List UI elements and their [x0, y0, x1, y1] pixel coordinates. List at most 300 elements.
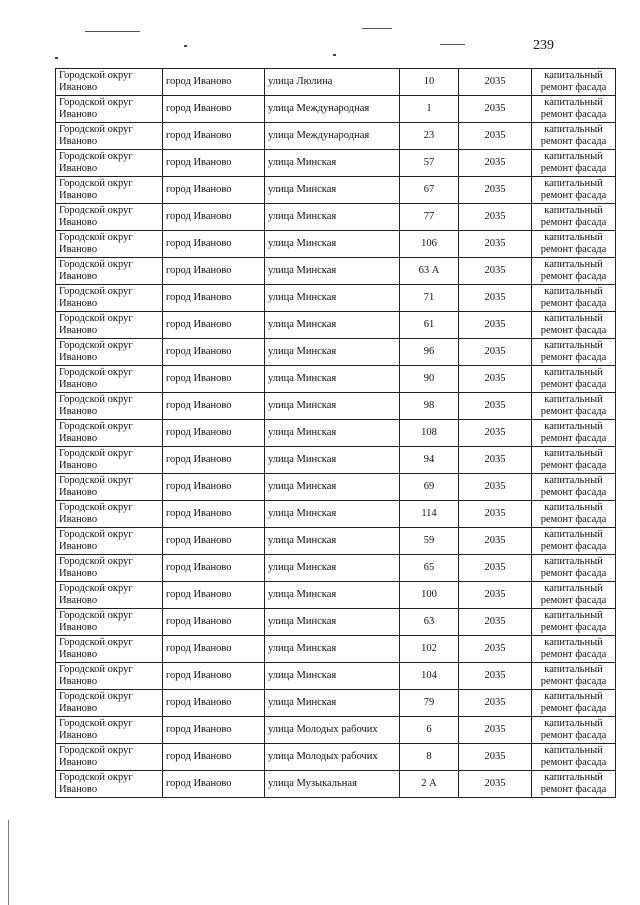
cell-work-type-line-1: капитальный [544, 448, 603, 459]
cell-house-number: 114 [400, 501, 459, 528]
cell-work-type-line-1: капитальный [544, 367, 603, 378]
cell-work-type-line-1: капитальный [544, 556, 603, 567]
cell-house-number: 61 [400, 312, 459, 339]
scan-line [362, 28, 392, 29]
cell-okrug-line-1: Городской округ [59, 178, 133, 189]
cell-house-number: 94 [400, 447, 459, 474]
cell-street: улица Международная [265, 123, 400, 150]
cell-work-type-line-1: капитальный [544, 637, 603, 648]
cell-work-type [532, 771, 616, 798]
cell-work-type-line-1: капитальный [544, 259, 603, 270]
cell-street: улица Минская [265, 528, 400, 555]
cell-okrug-line-2: Иваново [59, 136, 98, 147]
cell-work-type [532, 636, 616, 663]
cell-work-type-line-1: капитальный [544, 124, 603, 135]
cell-okrug-line-2: Иваново [59, 109, 98, 120]
cell-work-type [532, 501, 616, 528]
cell-work-type [532, 420, 616, 447]
page-number: 239 [533, 38, 554, 53]
cell-work-type-line-1: капитальный [544, 529, 603, 540]
cell-okrug-line-2: Иваново [59, 352, 98, 363]
cell-city: город Иваново [163, 177, 265, 204]
cell-house-number: 57 [400, 150, 459, 177]
cell-okrug-line-2: Иваново [59, 595, 98, 606]
cell-okrug-line-2: Иваново [59, 784, 98, 795]
cell-year: 2035 [459, 555, 532, 582]
cell-work-type-line-2: ремонт фасада [540, 244, 607, 255]
cell-house-number: 102 [400, 636, 459, 663]
cell-year: 2035 [459, 69, 532, 96]
cell-okrug-line-2: Иваново [59, 163, 98, 174]
cell-street: улица Минская [265, 447, 400, 474]
cell-work-type-line-1: капитальный [544, 286, 603, 297]
cell-city: город Иваново [163, 420, 265, 447]
cell-okrug-line-2: Иваново [59, 622, 98, 633]
cell-okrug-line-1: Городской округ [59, 637, 133, 648]
cell-okrug [56, 312, 163, 339]
cell-city: город Иваново [163, 204, 265, 231]
cell-okrug-line-2: Иваново [59, 217, 98, 228]
cell-okrug [56, 339, 163, 366]
cell-okrug-line-2: Иваново [59, 649, 98, 660]
cell-work-type-line-1: капитальный [544, 691, 603, 702]
cell-okrug [56, 123, 163, 150]
cell-street: улица Минская [265, 609, 400, 636]
cell-work-type-line-1: капитальный [544, 745, 603, 756]
cell-city: город Иваново [163, 690, 265, 717]
cell-year: 2035 [459, 528, 532, 555]
cell-okrug-line-2: Иваново [59, 703, 98, 714]
cell-house-number: 77 [400, 204, 459, 231]
cell-work-type-line-2: ремонт фасада [540, 406, 607, 417]
table-row [56, 150, 616, 177]
registry-table [55, 68, 616, 798]
cell-work-type [532, 474, 616, 501]
cell-okrug [56, 393, 163, 420]
table-row [56, 177, 616, 204]
cell-year: 2035 [459, 501, 532, 528]
cell-okrug [56, 258, 163, 285]
table-row [56, 204, 616, 231]
cell-year: 2035 [459, 447, 532, 474]
cell-work-type-line-1: капитальный [544, 610, 603, 621]
cell-year: 2035 [459, 123, 532, 150]
cell-house-number: 63 А [400, 258, 459, 285]
cell-okrug-line-1: Городской округ [59, 124, 133, 135]
cell-city: город Иваново [163, 474, 265, 501]
scan-dot [333, 54, 336, 56]
table-row [56, 744, 616, 771]
cell-okrug-line-1: Городской округ [59, 367, 133, 378]
table-row [56, 663, 616, 690]
cell-city: город Иваново [163, 96, 265, 123]
cell-house-number: 71 [400, 285, 459, 312]
cell-work-type-line-2: ремонт фасада [540, 460, 607, 471]
scan-line [440, 44, 465, 45]
cell-year: 2035 [459, 609, 532, 636]
cell-work-type-line-2: ремонт фасада [540, 379, 607, 390]
cell-city: город Иваново [163, 231, 265, 258]
table-row [56, 771, 616, 798]
cell-house-number: 67 [400, 177, 459, 204]
cell-city: город Иваново [163, 339, 265, 366]
cell-work-type-line-2: ремонт фасада [540, 730, 607, 741]
cell-okrug-line-1: Городской округ [59, 772, 133, 783]
cell-work-type [532, 609, 616, 636]
cell-house-number: 108 [400, 420, 459, 447]
cell-house-number: 23 [400, 123, 459, 150]
cell-work-type [532, 231, 616, 258]
cell-city: город Иваново [163, 636, 265, 663]
cell-okrug-line-1: Городской округ [59, 556, 133, 567]
cell-street: улица Молодых рабочих [265, 744, 400, 771]
cell-okrug-line-2: Иваново [59, 190, 98, 201]
cell-house-number: 2 А [400, 771, 459, 798]
cell-house-number: 69 [400, 474, 459, 501]
cell-work-type [532, 366, 616, 393]
cell-okrug [56, 69, 163, 96]
cell-work-type [532, 663, 616, 690]
table-row [56, 501, 616, 528]
cell-work-type [532, 528, 616, 555]
cell-work-type-line-2: ремонт фасада [540, 703, 607, 714]
cell-work-type-line-1: капитальный [544, 205, 603, 216]
cell-okrug [56, 177, 163, 204]
cell-house-number: 6 [400, 717, 459, 744]
cell-street: улица Минская [265, 420, 400, 447]
cell-year: 2035 [459, 150, 532, 177]
cell-work-type [532, 177, 616, 204]
cell-street: улица Люлина [265, 69, 400, 96]
cell-okrug-line-1: Городской округ [59, 691, 133, 702]
cell-work-type-line-2: ремонт фасада [540, 271, 607, 282]
cell-house-number: 104 [400, 663, 459, 690]
cell-work-type [532, 285, 616, 312]
cell-street: улица Молодых рабочих [265, 717, 400, 744]
cell-city: город Иваново [163, 717, 265, 744]
cell-okrug [56, 501, 163, 528]
cell-okrug-line-2: Иваново [59, 271, 98, 282]
cell-house-number: 96 [400, 339, 459, 366]
table-row [56, 123, 616, 150]
cell-house-number: 79 [400, 690, 459, 717]
cell-year: 2035 [459, 420, 532, 447]
cell-okrug [56, 204, 163, 231]
cell-work-type-line-1: капитальный [544, 718, 603, 729]
cell-work-type-line-1: капитальный [544, 97, 603, 108]
cell-street: улица Минская [265, 393, 400, 420]
table-row [56, 636, 616, 663]
cell-year: 2035 [459, 717, 532, 744]
cell-okrug-line-1: Городской округ [59, 718, 133, 729]
cell-okrug [56, 717, 163, 744]
cell-okrug-line-2: Иваново [59, 433, 98, 444]
cell-house-number: 59 [400, 528, 459, 555]
cell-work-type [532, 555, 616, 582]
cell-year: 2035 [459, 204, 532, 231]
cell-okrug [56, 285, 163, 312]
cell-work-type-line-1: капитальный [544, 772, 603, 783]
cell-work-type-line-2: ремонт фасада [540, 568, 607, 579]
cell-okrug [56, 771, 163, 798]
cell-okrug-line-1: Городской округ [59, 664, 133, 675]
cell-work-type [532, 96, 616, 123]
cell-year: 2035 [459, 339, 532, 366]
cell-street: улица Минская [265, 366, 400, 393]
cell-street: улица Минская [265, 285, 400, 312]
cell-year: 2035 [459, 231, 532, 258]
cell-work-type-line-2: ремонт фасада [540, 190, 607, 201]
cell-okrug-line-1: Городской округ [59, 232, 133, 243]
cell-city: город Иваново [163, 582, 265, 609]
cell-city: город Иваново [163, 366, 265, 393]
table-row [56, 690, 616, 717]
cell-okrug-line-2: Иваново [59, 244, 98, 255]
cell-okrug-line-2: Иваново [59, 487, 98, 498]
cell-year: 2035 [459, 312, 532, 339]
cell-city: город Иваново [163, 501, 265, 528]
cell-okrug-line-1: Городской округ [59, 475, 133, 486]
cell-okrug-line-1: Городской округ [59, 529, 133, 540]
cell-okrug-line-1: Городской округ [59, 205, 133, 216]
cell-work-type-line-2: ремонт фасада [540, 109, 607, 120]
cell-okrug-line-1: Городской округ [59, 151, 133, 162]
cell-work-type-line-2: ремонт фасада [540, 541, 607, 552]
cell-street: улица Минская [265, 204, 400, 231]
cell-house-number: 106 [400, 231, 459, 258]
cell-okrug-line-1: Городской округ [59, 421, 133, 432]
cell-street: улица Минская [265, 177, 400, 204]
cell-okrug-line-1: Городской округ [59, 286, 133, 297]
cell-work-type-line-2: ремонт фасада [540, 325, 607, 336]
cell-okrug-line-2: Иваново [59, 298, 98, 309]
table-row [56, 69, 616, 96]
cell-house-number: 98 [400, 393, 459, 420]
cell-street: улица Минская [265, 231, 400, 258]
cell-work-type-line-1: капитальный [544, 151, 603, 162]
cell-okrug-line-2: Иваново [59, 676, 98, 687]
table-row [56, 285, 616, 312]
cell-okrug [56, 609, 163, 636]
cell-okrug-line-1: Городской округ [59, 259, 133, 270]
table-row [56, 474, 616, 501]
cell-work-type-line-1: капитальный [544, 475, 603, 486]
cell-work-type-line-2: ремонт фасада [540, 352, 607, 363]
cell-work-type-line-1: капитальный [544, 340, 603, 351]
cell-work-type-line-1: капитальный [544, 394, 603, 405]
table-row [56, 447, 616, 474]
cell-okrug [56, 690, 163, 717]
cell-house-number: 8 [400, 744, 459, 771]
cell-street: улица Международная [265, 96, 400, 123]
cell-work-type [532, 123, 616, 150]
cell-work-type-line-1: капитальный [544, 178, 603, 189]
registry-table-body [56, 69, 616, 798]
cell-work-type [532, 258, 616, 285]
cell-okrug-line-1: Городской округ [59, 70, 133, 81]
cell-work-type-line-2: ремонт фасада [540, 298, 607, 309]
cell-work-type-line-2: ремонт фасада [540, 82, 607, 93]
cell-street: улица Минская [265, 555, 400, 582]
table-row [56, 555, 616, 582]
cell-city: город Иваново [163, 312, 265, 339]
cell-okrug-line-2: Иваново [59, 379, 98, 390]
cell-house-number: 65 [400, 555, 459, 582]
cell-year: 2035 [459, 771, 532, 798]
table-row [56, 582, 616, 609]
cell-work-type-line-1: капитальный [544, 70, 603, 81]
cell-okrug [56, 555, 163, 582]
table-row [56, 366, 616, 393]
cell-city: город Иваново [163, 555, 265, 582]
table-row [56, 258, 616, 285]
cell-year: 2035 [459, 285, 532, 312]
cell-work-type [532, 69, 616, 96]
cell-work-type [532, 744, 616, 771]
cell-city: город Иваново [163, 258, 265, 285]
cell-work-type [532, 447, 616, 474]
cell-work-type-line-2: ремонт фасада [540, 136, 607, 147]
cell-city: город Иваново [163, 285, 265, 312]
cell-street: улица Минская [265, 663, 400, 690]
cell-city: город Иваново [163, 609, 265, 636]
cell-work-type-line-2: ремонт фасада [540, 514, 607, 525]
table-row [56, 717, 616, 744]
cell-year: 2035 [459, 636, 532, 663]
cell-work-type-line-2: ремонт фасада [540, 757, 607, 768]
cell-okrug-line-1: Городской округ [59, 394, 133, 405]
cell-okrug [56, 447, 163, 474]
cell-street: улица Минская [265, 690, 400, 717]
cell-work-type [532, 393, 616, 420]
cell-okrug-line-1: Городской округ [59, 97, 133, 108]
cell-okrug [56, 231, 163, 258]
cell-work-type [532, 717, 616, 744]
cell-okrug-line-1: Городской округ [59, 583, 133, 594]
table-row [56, 312, 616, 339]
cell-house-number: 63 [400, 609, 459, 636]
cell-street: улица Минская [265, 474, 400, 501]
cell-okrug [56, 150, 163, 177]
cell-year: 2035 [459, 690, 532, 717]
cell-work-type [532, 312, 616, 339]
cell-work-type [532, 339, 616, 366]
cell-okrug-line-2: Иваново [59, 325, 98, 336]
table-row [56, 339, 616, 366]
cell-year: 2035 [459, 582, 532, 609]
cell-okrug [56, 528, 163, 555]
cell-city: город Иваново [163, 528, 265, 555]
cell-okrug [56, 420, 163, 447]
cell-work-type [532, 690, 616, 717]
cell-street: улица Минская [265, 501, 400, 528]
cell-work-type-line-1: капитальный [544, 583, 603, 594]
cell-okrug [56, 366, 163, 393]
cell-work-type [532, 150, 616, 177]
cell-street: улица Минская [265, 636, 400, 663]
cell-city: город Иваново [163, 744, 265, 771]
cell-work-type-line-2: ремонт фасада [540, 622, 607, 633]
cell-okrug-line-2: Иваново [59, 406, 98, 417]
cell-year: 2035 [459, 177, 532, 204]
cell-city: город Иваново [163, 771, 265, 798]
cell-okrug-line-1: Городской округ [59, 610, 133, 621]
cell-house-number: 100 [400, 582, 459, 609]
cell-street: улица Минская [265, 150, 400, 177]
cell-work-type-line-1: капитальный [544, 502, 603, 513]
cell-city: город Иваново [163, 663, 265, 690]
cell-house-number: 1 [400, 96, 459, 123]
cell-year: 2035 [459, 744, 532, 771]
cell-okrug-line-1: Городской округ [59, 448, 133, 459]
cell-work-type [532, 582, 616, 609]
cell-okrug-line-2: Иваново [59, 82, 98, 93]
cell-okrug-line-2: Иваново [59, 757, 98, 768]
cell-street: улица Минская [265, 339, 400, 366]
table-row [56, 393, 616, 420]
cell-okrug-line-2: Иваново [59, 514, 98, 525]
cell-okrug-line-2: Иваново [59, 730, 98, 741]
cell-work-type-line-1: капитальный [544, 232, 603, 243]
cell-okrug [56, 474, 163, 501]
cell-year: 2035 [459, 258, 532, 285]
table-row [56, 231, 616, 258]
cell-work-type-line-2: ремонт фасада [540, 595, 607, 606]
table-row [56, 528, 616, 555]
cell-okrug-line-1: Городской округ [59, 313, 133, 324]
scan-dot [55, 57, 58, 59]
cell-street: улица Музыкальная [265, 771, 400, 798]
cell-okrug [56, 636, 163, 663]
cell-work-type-line-2: ремонт фасада [540, 676, 607, 687]
cell-street: улица Минская [265, 258, 400, 285]
cell-work-type-line-1: капитальный [544, 664, 603, 675]
cell-year: 2035 [459, 474, 532, 501]
cell-okrug [56, 96, 163, 123]
cell-city: город Иваново [163, 150, 265, 177]
cell-street: улица Минская [265, 582, 400, 609]
cell-city: город Иваново [163, 123, 265, 150]
cell-okrug-line-1: Городской округ [59, 745, 133, 756]
cell-okrug [56, 744, 163, 771]
cell-year: 2035 [459, 366, 532, 393]
scan-binding-edge [8, 820, 9, 905]
cell-work-type [532, 204, 616, 231]
cell-year: 2035 [459, 393, 532, 420]
cell-okrug [56, 582, 163, 609]
cell-house-number: 10 [400, 69, 459, 96]
scan-line [85, 31, 140, 32]
cell-okrug-line-2: Иваново [59, 460, 98, 471]
cell-work-type-line-2: ремонт фасада [540, 163, 607, 174]
cell-work-type-line-2: ремонт фасада [540, 217, 607, 228]
cell-city: город Иваново [163, 447, 265, 474]
cell-work-type-line-1: капитальный [544, 313, 603, 324]
cell-work-type-line-2: ремонт фасада [540, 649, 607, 660]
cell-city: город Иваново [163, 69, 265, 96]
cell-city: город Иваново [163, 393, 265, 420]
table-row [56, 96, 616, 123]
cell-street: улица Минская [265, 312, 400, 339]
cell-work-type-line-2: ремонт фасада [540, 433, 607, 444]
cell-work-type-line-1: капитальный [544, 421, 603, 432]
cell-year: 2035 [459, 663, 532, 690]
cell-okrug-line-2: Иваново [59, 541, 98, 552]
table-row [56, 609, 616, 636]
cell-okrug-line-1: Городской округ [59, 340, 133, 351]
scan-dot [184, 45, 187, 47]
table-row [56, 420, 616, 447]
